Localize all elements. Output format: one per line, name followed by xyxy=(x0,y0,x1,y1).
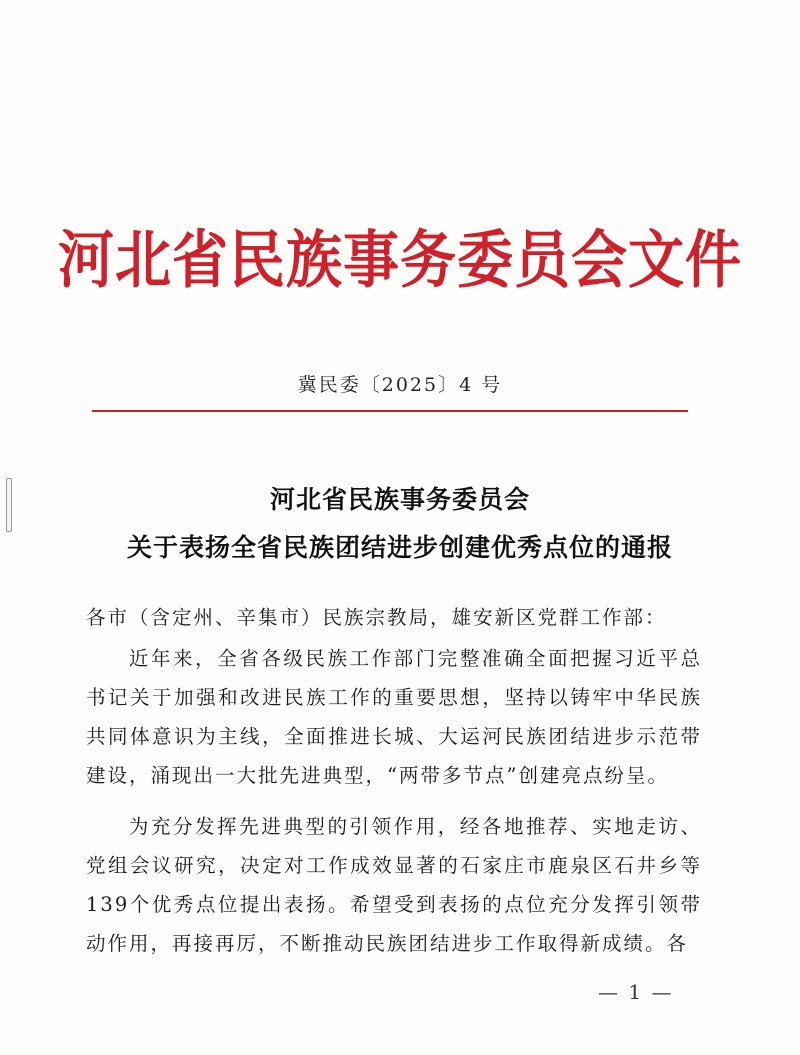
document-header-title: 河北省民族事务委员会文件 xyxy=(58,223,742,297)
notice-title-line-2: 关于表扬全省民族团结进步创建优秀点位的通报 xyxy=(126,533,673,562)
header-red-divider xyxy=(92,410,688,412)
notice-title xyxy=(0,476,800,572)
document-body xyxy=(86,598,702,963)
page-number: — 1 — xyxy=(598,980,674,1004)
notice-title-line-1: 河北省民族事务委员会 xyxy=(269,485,530,514)
salutation: 各市（含定州、辛集市）民族宗教局，雄安新区党群工作部： xyxy=(86,606,667,629)
document-number: 冀民委〔2025〕4 号 xyxy=(297,374,503,396)
body-paragraph-2: 为充分发挥先进典型的引领作用，经各地推荐、实地走访、党组会议研究，决定对工作成效显著的石家庄市鹿泉区石井乡等139个优秀点位提出表扬。希望受到表扬的点位充分发挥引领带动作用，再接再厉，不断推动民族团结进步工作取得新成绩。各 xyxy=(86,815,702,955)
body-paragraph-1: 近年来，全省各级民族工作部门完整准确全面把握习近平总书记关于加强和改进民族工作的重要思想，坚持以铸牢中华民族共同体意识为主线，全面推进长城、大运河民族团结进步示范带建设，涌现出一大批先进典型，“两带多节点”创建亮点纷呈。 xyxy=(86,647,702,787)
